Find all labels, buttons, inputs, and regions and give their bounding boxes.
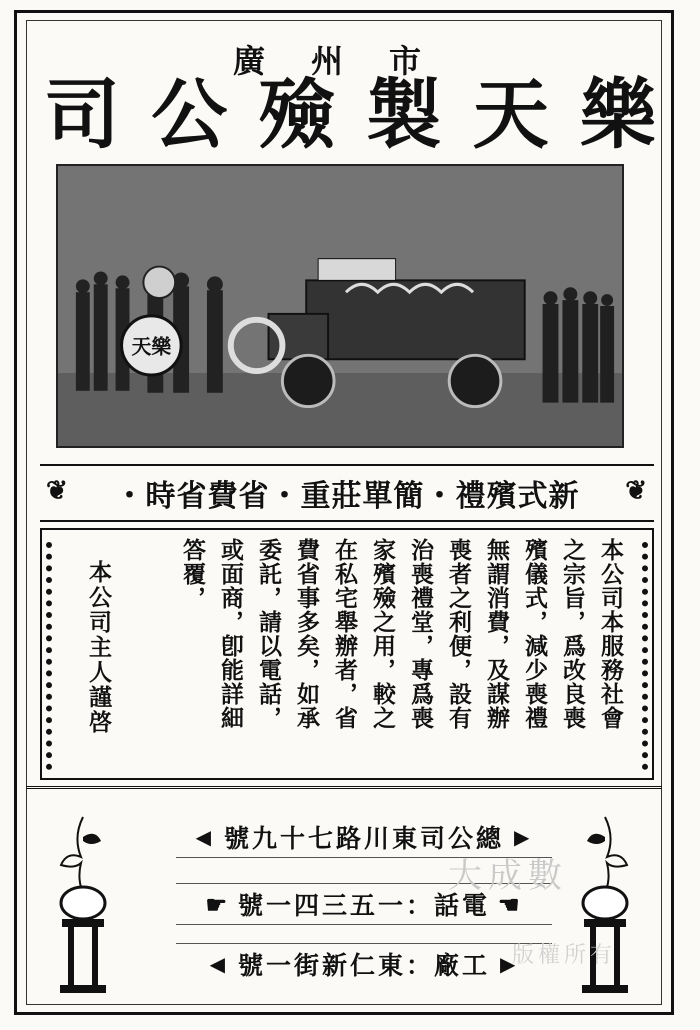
pointing-hand-icon: ☚: [498, 889, 523, 919]
arrow-right-icon: ▶: [514, 825, 533, 849]
notice-column: 委託，請以電話，: [255, 538, 282, 730]
company-title: [44, 72, 656, 158]
arrow-left-icon: ◀: [209, 952, 228, 976]
notice-column: 無謂消費，及謀辦: [483, 538, 510, 730]
arrow-left-icon: ◀: [195, 825, 214, 849]
signature: 本公司主人謹啓: [85, 560, 112, 735]
notice-column: 費省事多矣，如承: [293, 538, 320, 730]
factory-text: 工廠：東仁新街一號: [237, 951, 490, 980]
notice-column: 在私宅舉辦者，省: [331, 538, 358, 730]
notice-box: [40, 528, 654, 780]
procession-drawing: [58, 166, 622, 446]
notice-text-columns: [176, 538, 626, 774]
notice-column: 或面商，卽能詳細: [217, 538, 244, 730]
drum-label: 天樂: [131, 334, 172, 359]
title-char: 天: [472, 70, 549, 159]
watermark-sub: 版權所有: [512, 943, 617, 968]
scroll-ornament-icon: ❦: [625, 476, 648, 506]
phone-text: 電話：一五三四一號: [237, 891, 490, 920]
title-char: 樂: [579, 70, 656, 159]
title-char: 公: [151, 70, 228, 159]
title-char: 司: [44, 70, 120, 159]
notice-column: 答覆，: [179, 538, 206, 610]
watermark: 大成數: [448, 856, 568, 896]
notice-column: 之宗旨，爲改良喪: [559, 538, 586, 730]
notice-column: 家殯殮之用，較之: [369, 538, 396, 730]
title-char: 殮: [258, 70, 335, 159]
head-office-text: 總公司東川路七十九號: [223, 824, 504, 853]
notice-column: 喪者之利便，設有: [445, 538, 472, 730]
arrow-right-icon: ▶: [500, 952, 519, 976]
slogan-band: [40, 464, 654, 522]
dotted-border-right: [632, 542, 648, 770]
funeral-procession-illustration: [56, 164, 624, 448]
scroll-ornament-icon: ❦: [46, 476, 69, 506]
slogan-text: 新式殯禮・簡單莊重・省費省時・: [114, 479, 580, 514]
pointing-hand-icon: ☛: [205, 889, 230, 919]
notice-column: 本公司本服務社會: [597, 538, 624, 730]
city-subtitle: 廣州市: [232, 42, 467, 80]
flower-vase-icon: [48, 807, 118, 997]
factory-address: [176, 943, 552, 984]
dotted-border-left: [46, 542, 62, 770]
company-title-text: [44, 70, 656, 159]
notice-column: 殯儀式，減少喪禮: [521, 538, 548, 730]
notice-column: 治喪禮堂，專爲喪: [407, 538, 434, 730]
title-char: 製: [365, 70, 442, 159]
